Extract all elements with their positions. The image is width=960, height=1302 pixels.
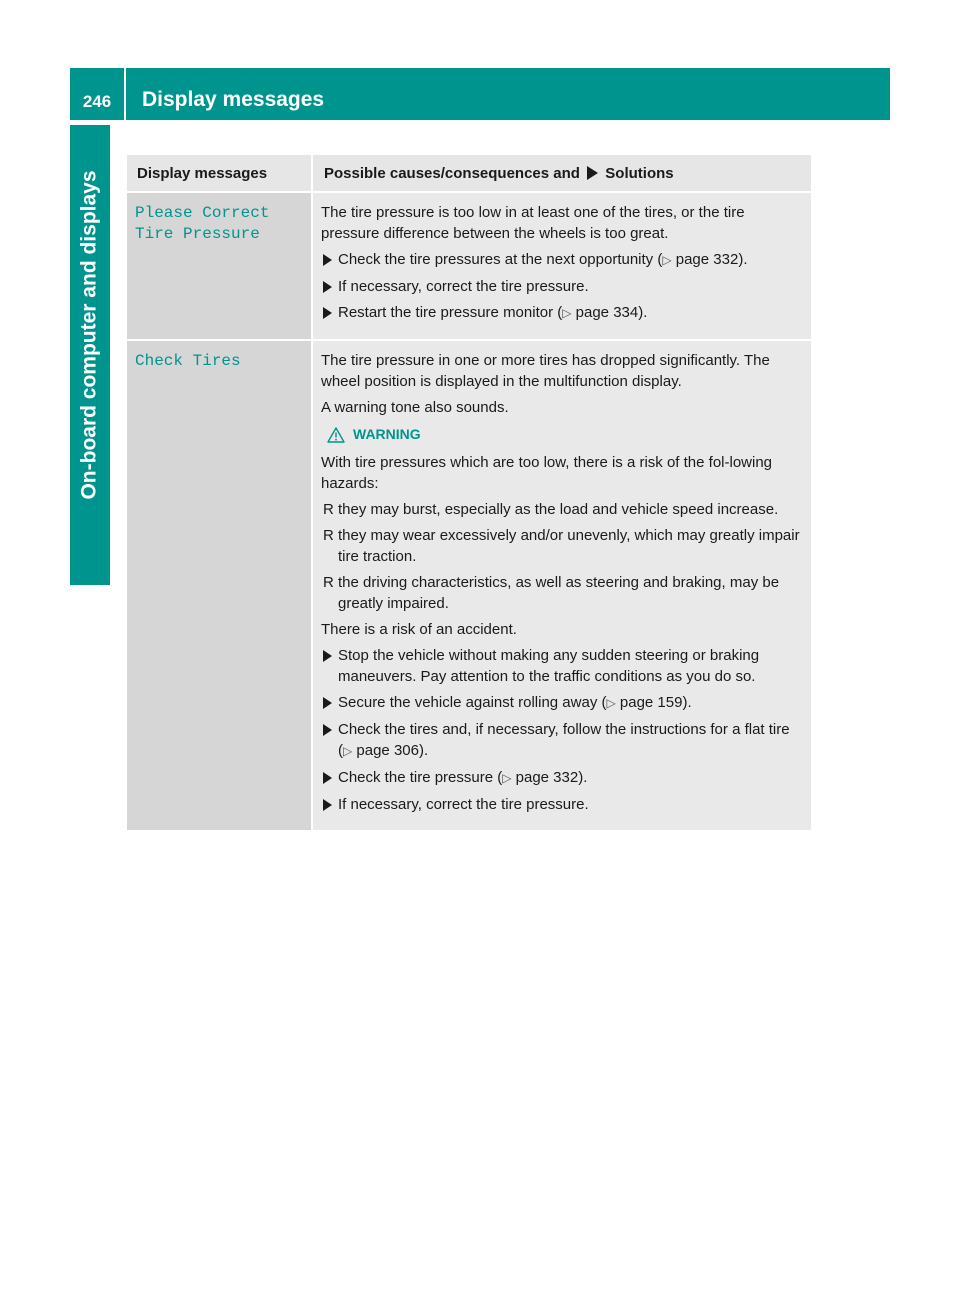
instruction-step [321, 249, 803, 271]
page-reference-link[interactable]: page 159 [619, 694, 683, 711]
step-text: Secure the vehicle against rolling away ( [338, 694, 607, 711]
display-message-line: Check Tires [135, 352, 241, 370]
hazard-bullet [321, 525, 803, 567]
page-reference-link[interactable]: page 332 [515, 769, 579, 786]
column-header-messages: Display messages [127, 155, 313, 191]
page-reference-link[interactable]: page 334 [575, 304, 639, 321]
table-header-row [127, 155, 811, 191]
ref-arrow-icon: ▷ [502, 771, 512, 785]
cause-text: The tire pressure in one or more tires has dropped significantly. The wheel position is displayed in the multifunction display. [321, 352, 770, 390]
page-number: 246 [70, 68, 126, 120]
page-header [70, 68, 890, 120]
triangle-right-icon [587, 166, 598, 180]
page-title: Display messages [142, 88, 325, 111]
section-label: On-board computer and displays [78, 170, 101, 500]
column-header-solutions-text: Solutions [605, 165, 674, 182]
warning-label: WARNING [353, 426, 421, 442]
hazard-bullet [321, 572, 803, 614]
instruction-step [321, 719, 803, 762]
instruction-step [321, 645, 803, 687]
step-text: If necessary, correct the tire pressure. [338, 796, 589, 813]
step-text-end: ). [578, 769, 588, 786]
solution-cell [313, 193, 811, 339]
step-text: Check the tire pressures at the next opportunity ( [338, 251, 663, 268]
instruction-step [321, 794, 803, 815]
message-cell [127, 193, 313, 339]
warning-text: With tire pressures which are too low, there is a risk of the fol-lowing hazards: [321, 454, 773, 492]
cause-text: A warning tone also sounds. [321, 399, 509, 416]
bullet-text: they may burst, especially as the load and vehicle speed increase. [338, 501, 779, 518]
display-messages-table [127, 155, 811, 830]
page-reference-link[interactable]: page 332 [675, 251, 739, 268]
instruction-step [321, 276, 803, 297]
bullet-r-icon: R [323, 527, 334, 544]
step-text-end: ). [638, 304, 648, 321]
ref-arrow-icon: ▷ [562, 306, 572, 320]
column-header-causes [313, 155, 811, 191]
warning-triangle-icon [327, 427, 345, 443]
display-message-line: Please Correct [135, 204, 270, 222]
bullet-text: they may wear excessively and/or unevenly, which may greatly impair tire traction. [338, 527, 800, 565]
instruction-step [321, 302, 803, 324]
section-side-tab [70, 125, 110, 585]
hazard-bullet [321, 499, 803, 520]
step-text-end: ). [682, 694, 692, 711]
solution-cell [313, 341, 811, 830]
risk-text: There is a risk of an accident. [321, 621, 517, 638]
page-reference-link[interactable]: page 306 [356, 742, 419, 759]
display-message-line: Tire Pressure [135, 225, 260, 243]
bullet-r-icon: R [323, 501, 334, 518]
step-text: Check the tires and, if necessary, follow the instructions for a flat tire ( [338, 721, 790, 759]
ref-arrow-icon: ▷ [606, 696, 616, 710]
ref-arrow-icon: ▷ [662, 253, 672, 267]
cause-text: The tire pressure is too low in at least one of the tires, or the tire pressure difference between the wheels is too great. [321, 204, 745, 242]
message-cell [127, 341, 313, 830]
step-text-end: ). [738, 251, 748, 268]
step-text-end: ). [418, 742, 429, 759]
step-text: Check the tire pressure ( [338, 769, 503, 786]
instruction-step [321, 692, 803, 714]
table-row [127, 339, 811, 830]
ref-arrow-icon: ▷ [343, 744, 353, 758]
table-row [127, 191, 811, 339]
warning-heading [327, 424, 803, 445]
bullet-r-icon: R [323, 574, 334, 591]
column-header-causes-text: Possible causes/consequences and [324, 165, 580, 182]
step-text: Restart the tire pressure monitor ( [338, 304, 563, 321]
bullet-text: the driving characteristics, as well as steering and braking, may be greatly impaired. [338, 574, 780, 612]
instruction-step [321, 767, 803, 789]
step-text: Stop the vehicle without making any sudden steering or braking maneuvers. Pay attention to the traffic conditions as you do so. [338, 647, 760, 685]
step-text: If necessary, correct the tire pressure. [338, 278, 589, 295]
